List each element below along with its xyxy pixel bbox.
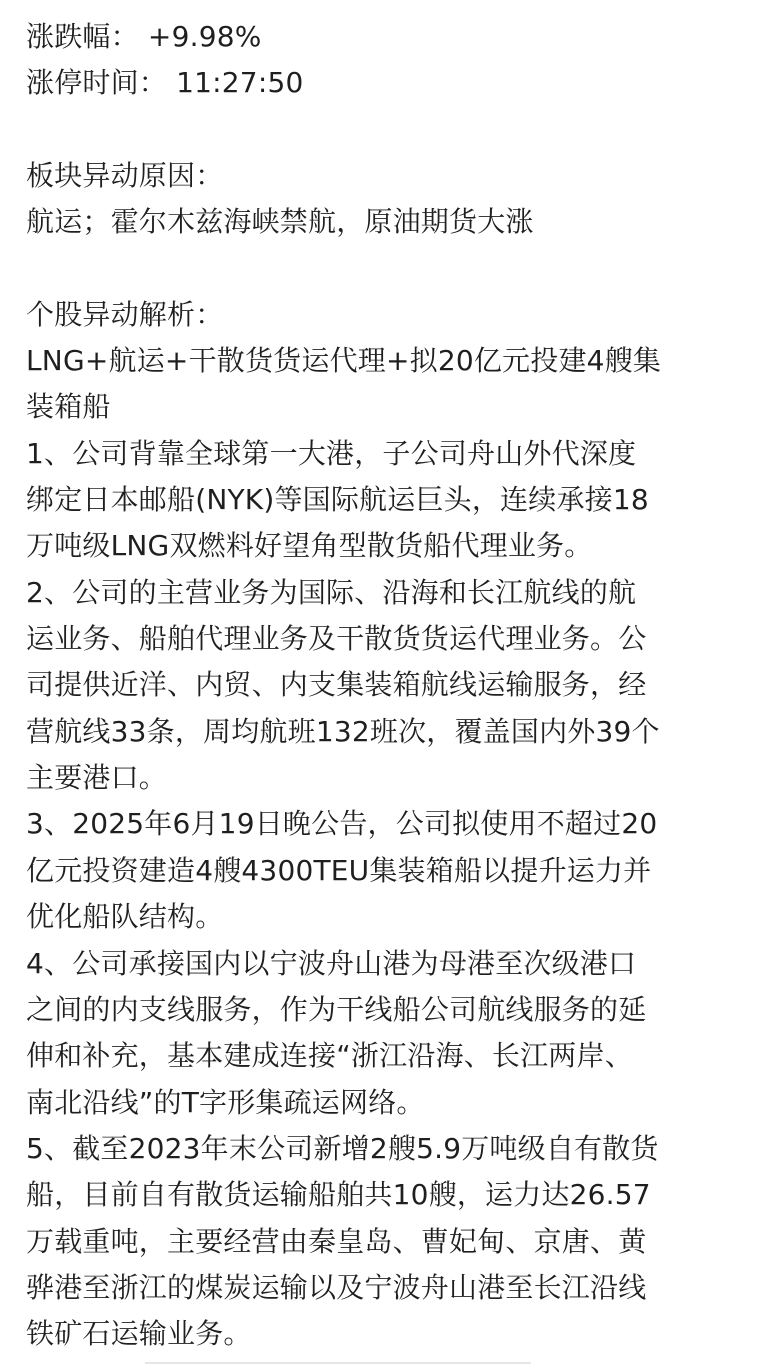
sector-heading: 板块异动原因： xyxy=(26,159,224,192)
change-label: 涨跌幅： xyxy=(26,20,139,53)
point-2-line: 主要港口。 xyxy=(26,761,168,794)
point-4-line: 4、公司承接国内以宁波舟山港为母港至次级港口 xyxy=(26,947,637,980)
change-value: +9.98% xyxy=(147,20,262,53)
point-3-line: 优化船队结构。 xyxy=(26,900,224,933)
point-5-line: 万载重吨，主要经营由秦皇岛、曹妃甸、京唐、黄 xyxy=(26,1225,647,1258)
point-5-line: 骅港至浙江的煤炭运输以及宁波舟山港至长江沿线 xyxy=(26,1271,647,1304)
sector-text: 航运；霍尔木兹海峡禁航，原油期货大涨 xyxy=(26,205,534,238)
point-1-line: 1、公司背靠全球第一大港，子公司舟山外代深度 xyxy=(26,437,637,470)
bottom-divider xyxy=(145,1362,531,1364)
point-3-line: 3、2025年6月19日晚公告，公司拟使用不超过20 xyxy=(26,807,658,840)
point-4-line: 之间的内支线服务，作为干线船公司航线服务的延 xyxy=(26,993,647,1026)
point-4-line: 伸和补充，基本建成连接“浙江沿海、长江两岸、 xyxy=(26,1039,633,1072)
point-4-line: 南北沿线”的T字形集疏运网络。 xyxy=(26,1086,425,1119)
limit-time-label: 涨停时间： xyxy=(26,66,168,99)
stock-heading: 个股异动解析： xyxy=(26,298,224,331)
point-5-line: 铁矿石运输业务。 xyxy=(26,1317,252,1350)
stock-summary-line: LNG+航运+干散货货运代理+拟20亿元投建4艘集 xyxy=(26,344,662,377)
stock-summary-line: 装箱船 xyxy=(26,390,111,423)
point-5-line: 船，目前自有散货运输船舶共10艘，运力达26.57 xyxy=(26,1178,651,1211)
point-5-line: 5、截至2023年末公司新增2艘5.9万吨级自有散货 xyxy=(26,1132,659,1165)
change-line xyxy=(26,18,748,55)
limit-time-line xyxy=(26,64,748,101)
point-2-line: 营航线33条，周均航班132班次，覆盖国内外39个 xyxy=(26,715,660,748)
limit-time-value: 11:27:50 xyxy=(176,66,304,99)
point-3-line: 亿元投资建造4艘4300TEU集装箱船以提升运力并 xyxy=(26,854,652,887)
point-2-line: 运业务、船舶代理业务及干散货货运代理业务。公 xyxy=(26,622,647,655)
point-1-line: 万吨级LNG双燃料好望角型散货船代理业务。 xyxy=(26,529,593,562)
point-2-line: 2、公司的主营业务为国际、沿海和长江航线的航 xyxy=(26,576,637,609)
point-1-line: 绑定日本邮船(NYK)等国际航运巨头，连续承接18 xyxy=(26,483,649,516)
point-2-line: 司提供近洋、内贸、内支集装箱航线运输服务，经 xyxy=(26,668,647,701)
